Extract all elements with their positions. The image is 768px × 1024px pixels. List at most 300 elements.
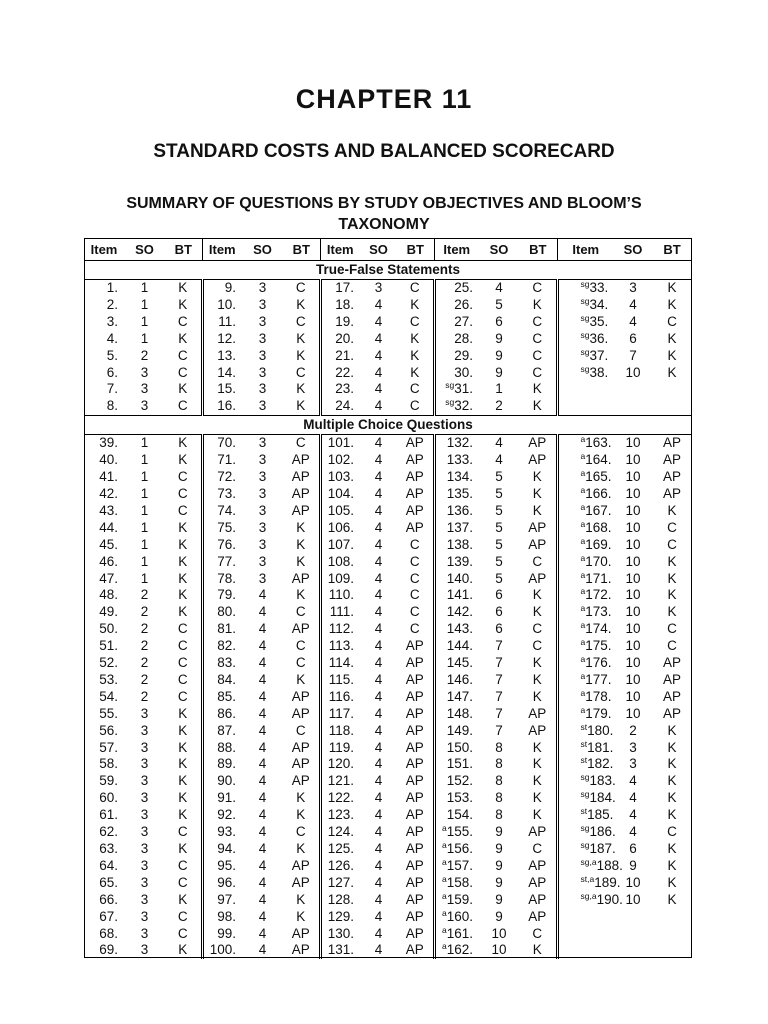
bt-cell: C — [283, 280, 320, 297]
so-cell: 5 — [495, 296, 503, 312]
item-cell: 150. — [446, 739, 473, 755]
table-row — [84, 587, 692, 604]
bt-cell — [652, 381, 692, 398]
bt-cell: K — [283, 587, 320, 604]
item-marker: a — [441, 873, 447, 884]
bt-cell: K — [283, 537, 320, 554]
bt-cell: AP — [283, 875, 320, 892]
bt-cell: K — [519, 942, 557, 959]
so-cell: 10 — [625, 587, 641, 603]
so-cell: 4 — [629, 790, 637, 806]
item-cell: 64. — [99, 857, 118, 873]
so-cell: 1 — [140, 570, 149, 586]
item-cell: 127. — [327, 874, 354, 890]
so-cell: 4 — [258, 908, 267, 924]
item-cell: $^a$173. — [580, 603, 612, 620]
table-row — [84, 858, 692, 875]
section-title: True-False Statements — [84, 261, 692, 280]
item-marker: sg — [580, 279, 590, 289]
so-cell: 3 — [140, 705, 149, 721]
item-marker: a — [441, 823, 447, 834]
so-cell: 10 — [625, 604, 641, 620]
column-header: BT — [397, 239, 434, 261]
so-cell: 10 — [625, 469, 641, 485]
bt-cell: AP — [283, 571, 320, 588]
bt-cell: C — [165, 672, 202, 689]
item-marker: sg — [580, 840, 590, 850]
table-row — [84, 554, 692, 571]
item-cell: 122. — [327, 790, 354, 806]
bt-cell: K — [519, 689, 557, 706]
so-cell: 5 — [495, 536, 503, 552]
item-cell: $^{sg}$35. — [580, 312, 609, 329]
item-cell: 116. — [328, 688, 354, 704]
item-cell: 76. — [217, 536, 236, 552]
so-cell: 7 — [495, 722, 503, 738]
item-marker: a — [441, 941, 447, 952]
bt-cell: AP — [283, 621, 320, 638]
item-marker: a — [580, 654, 586, 665]
item-cell: $^a$177. — [580, 670, 612, 687]
bt-cell: K — [519, 469, 557, 486]
item-cell: $^a$165. — [580, 468, 612, 485]
column-header: BT — [652, 239, 692, 261]
so-cell: 4 — [258, 705, 267, 721]
item-cell: 91. — [217, 790, 236, 806]
bt-cell: C — [283, 723, 320, 740]
so-cell: 4 — [629, 773, 637, 789]
bt-cell: C — [519, 331, 557, 348]
so-cell: 4 — [258, 874, 267, 890]
bt-cell: C — [165, 365, 202, 382]
item-cell: 78. — [217, 570, 236, 586]
bt-cell — [652, 942, 692, 959]
item-cell: 93. — [217, 824, 236, 840]
item-cell: 50. — [99, 621, 118, 637]
so-cell: 8 — [495, 807, 503, 823]
item-marker: a — [441, 856, 447, 867]
so-cell: 3 — [140, 773, 149, 789]
item-cell: 68. — [99, 925, 118, 941]
bt-cell: C — [397, 604, 434, 621]
item-cell: 14. — [217, 364, 236, 380]
so-cell: 4 — [374, 722, 383, 738]
item-cell: 113. — [328, 638, 354, 654]
bt-cell: C — [397, 587, 434, 604]
bt-cell: AP — [397, 435, 434, 452]
so-cell: 4 — [629, 296, 637, 312]
bt-cell: K — [667, 807, 677, 823]
item-cell: 74. — [217, 502, 236, 518]
summary-title: SUMMARY OF QUESTIONS BY STUDY OBJECTIVES AND BLOOM’S TAXONOMY — [126, 195, 642, 233]
bt-cell: K — [519, 740, 557, 757]
so-cell: 10 — [625, 452, 641, 468]
so-cell: 4 — [374, 790, 383, 806]
so-cell: 4 — [374, 942, 383, 958]
item-cell: 142. — [446, 604, 473, 620]
so-cell: 4 — [258, 925, 267, 941]
so-cell: 4 — [374, 435, 383, 451]
bt-cell: K — [667, 756, 677, 772]
item-marker: a — [580, 434, 586, 445]
item-marker: a — [580, 451, 586, 462]
table-row — [84, 348, 692, 365]
so-cell: 10 — [625, 638, 641, 654]
so-cell: 9 — [495, 824, 503, 840]
so-cell: 4 — [374, 908, 383, 924]
so-cell: 4 — [374, 841, 383, 856]
so-cell: 8 — [495, 790, 503, 806]
table-row — [84, 942, 692, 959]
so-cell: 9 — [495, 841, 503, 856]
so-cell: 4 — [258, 655, 267, 671]
item-cell: 13. — [217, 347, 236, 363]
bt-cell: K — [165, 892, 202, 909]
so-cell — [614, 909, 652, 926]
item-cell: 138. — [446, 536, 473, 552]
so-cell: 10 — [625, 502, 641, 518]
item-cell: 132. — [446, 435, 473, 451]
bt-cell: K — [667, 587, 677, 603]
item-cell: 81. — [217, 621, 236, 637]
column-header: BT — [165, 239, 202, 261]
item-cell: $^a$163. — [580, 434, 612, 451]
so-cell: 3 — [140, 874, 149, 890]
bt-cell: K — [165, 587, 202, 604]
item-cell: 136. — [446, 502, 473, 518]
item-cell: $^a$160. — [441, 907, 473, 924]
bt-cell: C — [397, 280, 434, 297]
column-header: Item — [557, 239, 614, 261]
item-cell: 143. — [446, 621, 473, 637]
item-cell: 134. — [446, 469, 473, 485]
so-cell: 3 — [140, 891, 149, 907]
bt-cell: K — [165, 571, 202, 588]
so-cell: 4 — [258, 841, 267, 856]
item-cell: 75. — [217, 519, 236, 535]
item-cell: $^a$156. — [441, 840, 473, 856]
table-row — [84, 689, 692, 706]
so-cell: 4 — [374, 671, 383, 687]
item-cell: $^a$157. — [441, 856, 473, 873]
so-cell: 9 — [495, 908, 503, 924]
bt-cell: C — [283, 824, 320, 841]
so-cell: 4 — [374, 891, 383, 907]
item-cell: 105. — [327, 502, 354, 518]
bt-cell: C — [397, 381, 434, 398]
so-cell: 4 — [374, 452, 383, 468]
item-cell: $^a$164. — [580, 451, 612, 468]
bt-cell: AP — [662, 469, 681, 485]
bt-cell: AP — [397, 875, 434, 892]
item-cell: $^{sg,a}$188. — [580, 856, 623, 873]
table-row — [84, 926, 692, 943]
bt-cell: K — [397, 297, 434, 314]
item-marker: sg,a — [580, 856, 597, 867]
item-cell: $^{sg,a}$190. — [580, 890, 623, 907]
bt-cell: K — [165, 723, 202, 740]
item-cell: 9. — [224, 280, 236, 295]
bt-cell: C — [165, 503, 202, 520]
so-cell: 4 — [374, 296, 383, 312]
item-cell: 43. — [99, 502, 118, 518]
bt-cell: AP — [519, 571, 557, 588]
bt-cell: AP — [283, 689, 320, 706]
bt-cell: AP — [397, 740, 434, 757]
item-marker: a — [580, 704, 586, 715]
bt-cell: C — [519, 365, 557, 382]
bt-cell: AP — [397, 790, 434, 807]
bt-cell: C — [165, 689, 202, 706]
bt-cell: C — [165, 875, 202, 892]
bt-cell: AP — [283, 503, 320, 520]
so-cell: 1 — [140, 485, 149, 501]
so-cell: 3 — [140, 398, 149, 414]
item-cell: 110. — [328, 587, 354, 603]
item-marker: sg — [580, 823, 590, 834]
so-cell: 1 — [495, 381, 503, 397]
so-cell: 4 — [258, 671, 267, 687]
table-row — [84, 452, 692, 469]
item-cell: 42. — [99, 485, 118, 501]
item-cell — [557, 942, 614, 959]
item-cell: 46. — [99, 553, 118, 569]
so-cell: 4 — [374, 519, 383, 535]
so-cell: 6 — [495, 587, 503, 603]
so-cell: 3 — [258, 519, 267, 535]
so-cell: 4 — [374, 313, 383, 329]
so-cell: 3 — [258, 435, 267, 451]
bt-cell: K — [165, 706, 202, 723]
column-header: SO — [242, 239, 283, 261]
column-header: SO — [360, 239, 397, 261]
so-cell: 4 — [374, 553, 383, 569]
table-row — [84, 280, 692, 297]
bt-cell: AP — [397, 469, 434, 486]
item-cell: 77. — [217, 553, 236, 569]
bt-cell: C — [165, 824, 202, 841]
item-cell: 58. — [99, 756, 118, 772]
so-cell: 5 — [495, 469, 503, 485]
so-cell: 4 — [258, 756, 267, 772]
bt-cell — [652, 926, 692, 943]
item-cell: $^a$162. — [441, 941, 473, 958]
item-cell: 49. — [99, 604, 118, 620]
bt-cell: AP — [519, 875, 557, 892]
bt-cell: C — [519, 841, 557, 858]
bt-cell: C — [283, 365, 320, 382]
so-cell: 4 — [374, 330, 383, 346]
so-cell: 3 — [140, 841, 149, 856]
bt-cell: K — [283, 892, 320, 909]
column-header: BT — [283, 239, 320, 261]
so-cell — [614, 381, 652, 398]
table-row — [84, 365, 692, 382]
bt-cell: C — [165, 398, 202, 415]
item-marker: st — [580, 738, 588, 749]
item-cell: 124. — [327, 824, 354, 840]
so-cell: 2 — [140, 638, 149, 654]
bt-cell: K — [519, 297, 557, 314]
bt-cell: AP — [662, 671, 681, 687]
item-marker: a — [580, 484, 586, 495]
item-cell: 152. — [446, 773, 473, 789]
table-row — [84, 807, 692, 824]
so-cell: 9 — [629, 857, 637, 873]
bt-cell: AP — [397, 503, 434, 520]
item-cell: 3. — [106, 313, 118, 329]
item-cell: $^{sg}$33. — [580, 279, 609, 295]
so-cell: 4 — [258, 857, 267, 873]
bt-cell: K — [667, 502, 677, 518]
bt-cell: AP — [397, 892, 434, 909]
item-cell: 154. — [446, 807, 473, 823]
bt-cell: C — [165, 348, 202, 365]
item-cell: 18. — [335, 296, 354, 312]
so-cell: 10 — [625, 519, 641, 535]
item-cell: 96. — [217, 874, 236, 890]
bt-cell: C — [283, 655, 320, 672]
so-cell: 1 — [140, 469, 149, 485]
item-marker: st — [580, 806, 588, 817]
item-cell: 71. — [217, 452, 236, 468]
item-cell: 146. — [446, 671, 473, 687]
item-cell: 153. — [446, 790, 473, 806]
bt-cell: C — [397, 398, 434, 415]
so-cell: 3 — [629, 739, 637, 755]
so-cell: 3 — [258, 347, 267, 363]
item-cell: 82. — [217, 638, 236, 654]
bt-cell: C — [667, 536, 677, 552]
item-cell: 56. — [99, 722, 118, 738]
so-cell: 4 — [374, 705, 383, 721]
so-cell: 4 — [258, 722, 267, 738]
item-cell: $^{sg}$187. — [580, 840, 616, 856]
bt-cell: K — [397, 365, 434, 382]
item-cell: 55. — [99, 705, 118, 721]
item-cell: 30. — [454, 364, 473, 380]
item-cell: 90. — [217, 773, 236, 789]
bt-cell: AP — [519, 520, 557, 537]
bt-cell: K — [667, 773, 677, 789]
so-cell: 3 — [140, 942, 149, 958]
bt-cell: K — [165, 756, 202, 773]
so-cell: 4 — [374, 638, 383, 654]
bt-cell: K — [519, 381, 557, 398]
item-cell: $^{st}$180. — [580, 721, 614, 738]
so-cell: 4 — [258, 739, 267, 755]
table-row — [84, 314, 692, 331]
bt-cell: C — [397, 314, 434, 331]
so-cell: 2 — [629, 722, 637, 738]
item-cell: 17. — [335, 280, 354, 295]
so-cell: 4 — [374, 398, 383, 414]
item-cell: $^{sg}$37. — [580, 346, 609, 363]
bt-cell: C — [165, 621, 202, 638]
item-cell: $^{sg}$31. — [445, 380, 473, 397]
bt-cell: K — [165, 942, 202, 959]
so-cell: 4 — [374, 347, 383, 363]
bt-cell: AP — [397, 655, 434, 672]
item-cell: 48. — [99, 587, 118, 603]
item-cell: 83. — [217, 655, 236, 671]
item-cell: 112. — [328, 621, 354, 637]
item-cell: $^a$167. — [580, 501, 612, 518]
column-header: BT — [519, 239, 557, 261]
bt-cell: AP — [519, 909, 557, 926]
so-cell: 7 — [495, 688, 503, 704]
item-marker: sg — [580, 329, 590, 340]
item-cell: $^a$169. — [580, 535, 612, 552]
item-marker: a — [441, 840, 447, 850]
item-cell: 89. — [217, 756, 236, 772]
table-row — [84, 520, 692, 537]
so-cell: 4 — [374, 485, 383, 501]
item-cell: 103. — [327, 469, 354, 485]
bt-cell: K — [397, 348, 434, 365]
item-cell: 115. — [328, 671, 354, 687]
item-marker: a — [580, 687, 586, 698]
so-cell: 2 — [140, 688, 149, 704]
so-cell: 3 — [140, 364, 149, 380]
bt-cell: AP — [397, 909, 434, 926]
so-cell: 4 — [258, 824, 267, 840]
item-cell: 133. — [446, 452, 473, 468]
item-cell: 94. — [217, 841, 236, 856]
bt-cell: AP — [397, 942, 434, 959]
bt-cell: C — [667, 313, 677, 329]
item-cell: 145. — [446, 655, 473, 671]
item-cell: $^a$161. — [441, 924, 473, 941]
bt-cell: C — [165, 486, 202, 503]
so-cell: 4 — [374, 621, 383, 637]
item-cell: 70. — [217, 435, 236, 451]
bt-cell: AP — [397, 841, 434, 858]
item-cell: 126. — [327, 857, 354, 873]
so-cell: 6 — [495, 313, 503, 329]
section-header-row — [84, 261, 692, 280]
so-cell: 4 — [374, 857, 383, 873]
so-cell: 4 — [374, 381, 383, 397]
table-row — [84, 638, 692, 655]
item-cell: 123. — [327, 807, 354, 823]
so-cell: 2 — [140, 604, 149, 620]
item-cell: $^{sg}$34. — [580, 295, 609, 312]
item-cell: 97. — [217, 891, 236, 907]
so-cell: 2 — [140, 587, 149, 603]
bt-cell: AP — [662, 435, 681, 451]
so-cell: 3 — [258, 469, 267, 485]
item-cell: $^{sg}$184. — [580, 789, 616, 806]
bt-cell: K — [283, 331, 320, 348]
bt-cell: AP — [283, 469, 320, 486]
bt-cell: C — [283, 314, 320, 331]
item-cell: 11. — [218, 313, 236, 329]
so-cell: 3 — [140, 908, 149, 924]
bt-cell: K — [283, 554, 320, 571]
so-cell: 6 — [629, 841, 637, 856]
bt-cell: AP — [519, 723, 557, 740]
bt-cell: AP — [519, 452, 557, 469]
so-cell: 3 — [258, 330, 267, 346]
item-cell: 44. — [99, 519, 118, 535]
so-cell: 9 — [495, 330, 503, 346]
item-cell: $^{st}$181. — [580, 738, 614, 755]
bt-cell: K — [667, 874, 677, 890]
item-cell: 25. — [454, 280, 473, 295]
item-cell: $^{st}$182. — [580, 755, 614, 772]
bt-cell: K — [283, 841, 320, 858]
